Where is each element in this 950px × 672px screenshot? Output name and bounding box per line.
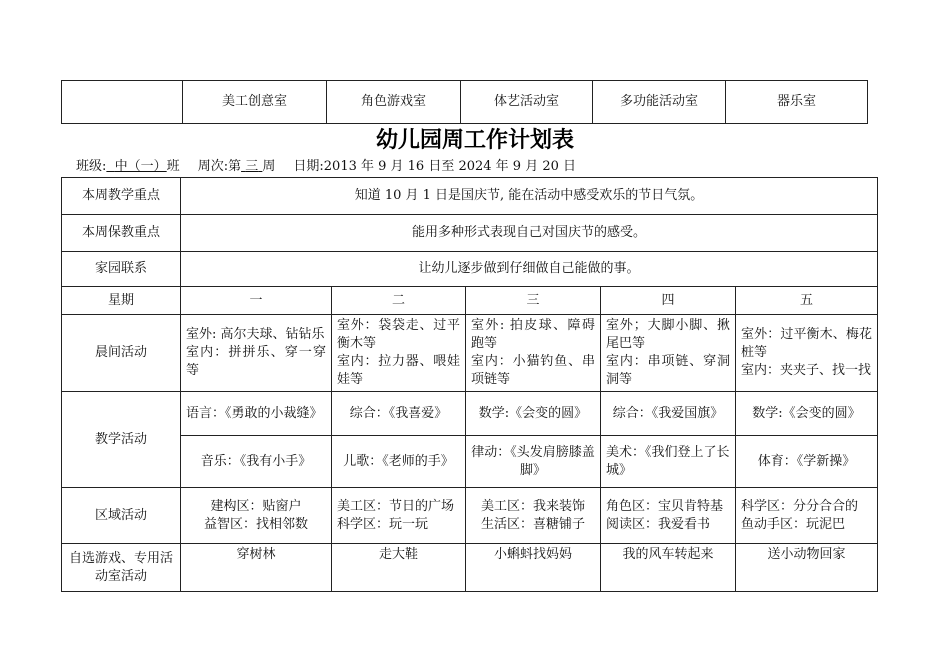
weekday-header-row (62, 287, 878, 315)
morning-outdoor: 室外；大脚小脚、揪尾巴等 (606, 318, 730, 351)
room-cell: 体艺活动室 (461, 81, 593, 124)
morning-indoor: 室内：串项链、穿洞洞等 (606, 354, 730, 387)
morning-cell (466, 315, 601, 392)
week-suffix: 周 (262, 159, 276, 174)
free-play-cell: 走大鞋 (332, 544, 466, 592)
morning-activity-row (62, 315, 878, 392)
area-line: 建构区：贴窗户 (210, 498, 302, 514)
morning-indoor: 室内：拉力器、喂娃娃等 (337, 354, 460, 387)
weekday-cell: 五 (736, 287, 878, 315)
morning-cell (181, 315, 332, 392)
weekday-cell: 四 (601, 287, 736, 315)
activity-room-row (62, 81, 868, 124)
home-contact-content: 让幼儿逐步做到仔细做自己能做的事。 (181, 252, 878, 287)
room-cell: 美工创意室 (183, 81, 327, 124)
class-label: 班级: (76, 159, 107, 174)
area-line: 美工区：我来装饰 (480, 498, 585, 514)
area-line: 科学区：玩一玩 (337, 516, 429, 532)
teaching-focus-content: 知道 10 月 1 日是国庆节, 能在活动中感受欢乐的节日气氛。 (181, 178, 878, 215)
teaching-cell: 音乐：《我有小手》 (181, 436, 332, 488)
teaching-cell: 体育：《学新操》 (736, 436, 878, 488)
weekly-plan-table (61, 177, 878, 592)
teaching-cell: 律动：《头发肩膀膝盖脚》 (466, 436, 601, 488)
home-contact-row (62, 252, 878, 287)
area-line: 益智区：找相邻数 (203, 516, 308, 532)
teaching-focus-row (62, 178, 878, 215)
morning-outdoor: 室外：袋袋走、过平衡木等 (337, 318, 460, 351)
row-label: 晨间活动 (62, 315, 181, 392)
weekday-cell: 一 (181, 287, 332, 315)
free-play-cell: 穿树林 (181, 544, 332, 592)
area-line: 生活区：喜糖铺子 (480, 516, 585, 532)
room-cell (62, 81, 183, 124)
morning-cell (736, 315, 878, 392)
class-suffix: 班 (166, 159, 180, 174)
row-label: 星期 (62, 287, 181, 315)
morning-outdoor: 室外: 拍皮球、障碍跑等 (471, 318, 595, 351)
free-play-row (62, 544, 878, 592)
teaching-cell: 数学:《会变的圆》 (736, 392, 878, 436)
weekday-cell: 三 (466, 287, 601, 315)
morning-outdoor: 室外: 高尔夫球、钻钻乐 (186, 327, 325, 342)
row-label: 教学活动 (62, 392, 181, 488)
care-focus-content: 能用多种形式表现自己对国庆节的感受。 (181, 215, 878, 252)
room-cell: 多功能活动室 (593, 81, 726, 124)
teaching-cell: 美术：《我们登上了长城》 (601, 436, 736, 488)
room-cell: 器乐室 (726, 81, 868, 124)
morning-indoor: 室内：夹夹子、找一找 (741, 363, 872, 378)
row-label: 本周保教重点 (62, 215, 181, 252)
area-cell (601, 488, 736, 544)
teaching-cell: 综合：《我喜爱》 (332, 392, 466, 436)
morning-cell (332, 315, 466, 392)
room-cell: 角色游戏室 (327, 81, 461, 124)
area-cell (466, 488, 601, 544)
class-value: 中（一） (114, 159, 167, 174)
teaching-cell: 语言：《勇敢的小裁缝》 (181, 392, 332, 436)
area-cell (332, 488, 466, 544)
row-label: 家园联系 (62, 252, 181, 287)
morning-outdoor: 室外：过平衡木、梅花桩等 (741, 327, 872, 360)
teaching-activity-row-2 (62, 436, 878, 488)
care-focus-row (62, 215, 878, 252)
free-play-cell: 送小动物回家 (736, 544, 878, 592)
free-play-cell: 小蝌蚪找妈妈 (466, 544, 601, 592)
morning-indoor: 室内：拼拼乐、穿一穿等 (186, 345, 326, 378)
area-line: 阅读区：我爱看书 (606, 516, 711, 532)
free-play-cell: 我的风车转起来 (601, 544, 736, 592)
area-cell (736, 488, 878, 544)
teaching-cell: 儿歌：《老师的手》 (332, 436, 466, 488)
teaching-cell: 数学:《会变的圆》 (466, 392, 601, 436)
activity-room-table (61, 80, 868, 124)
date-range: 日期:2013 年 9 月 16 日至 2024 年 9 月 20 日 (293, 159, 577, 174)
area-cell (181, 488, 332, 544)
morning-indoor: 室内：小猫钓鱼、串项链等 (471, 354, 595, 387)
area-line: 鱼动手区：玩泥巴 (741, 516, 846, 532)
morning-cell (601, 315, 736, 392)
row-label: 本周教学重点 (62, 178, 181, 215)
class-info-line (76, 158, 576, 176)
area-line: 科学区：分分合合的 (741, 498, 859, 514)
area-activity-row (62, 488, 878, 544)
teaching-activity-row-1 (62, 392, 878, 436)
row-label: 自选游戏、专用活动室活动 (62, 544, 181, 592)
page-title: 幼儿园周工作计划表 (375, 128, 574, 153)
area-line: 美工区：节日的广场 (337, 498, 455, 514)
row-label: 区域活动 (62, 488, 181, 544)
weekday-cell: 二 (332, 287, 466, 315)
week-value: 三 (245, 159, 259, 174)
week-label: 周次:第 (197, 159, 242, 174)
teaching-cell: 综合：《我爱国旗》 (601, 392, 736, 436)
area-line: 角色区：宝贝肯特基 (606, 498, 724, 514)
